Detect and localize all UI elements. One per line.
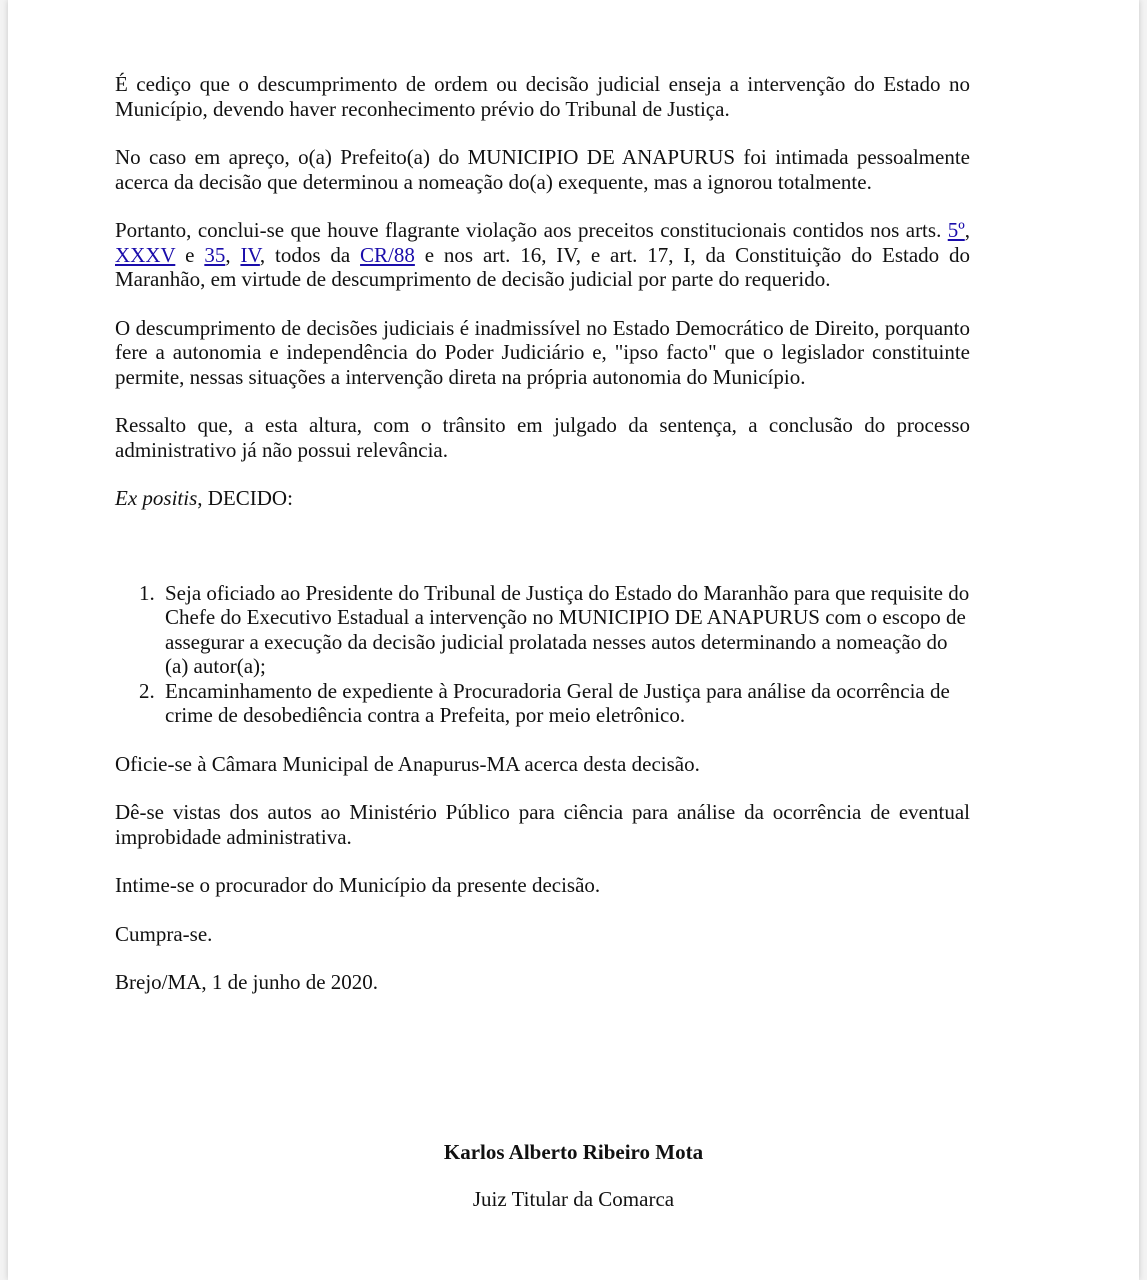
- document-body: [115, 72, 970, 1019]
- link-cr88[interactable]: CR/88: [360, 242, 415, 267]
- document-page: [8, 0, 1139, 1280]
- text-segment: e nos art. 16, IV, e art. 17, I, da Constituição do Estado do Maranhão, em virtude de descumprimento de decisão judicial por parte do requerido.: [115, 242, 971, 291]
- text-segment: e: [175, 242, 205, 267]
- signature-name: Karlos Alberto Ribeiro Mota: [443, 1140, 704, 1164]
- spacer: [115, 535, 970, 581]
- link-iv[interactable]: IV: [240, 242, 260, 267]
- decido-italic: Ex positis: [115, 486, 198, 510]
- paragraph-cumpra: Cumpra-se.: [115, 921, 213, 946]
- link-art-35[interactable]: 35: [204, 242, 226, 267]
- paragraph-inadmissibility: O descumprimento de decisões judiciais é inadmissível no Estado Democrático de Direito, porquanto fere a autonomia e independência do Poder Judiciário e, "ipso facto" que o legislador constituinte permite, nessas situações a intervenção direta na própria autonomia do Município.: [115, 315, 970, 389]
- decision-text: Seja oficiado ao Presidente do Tribunal de Justiça do Estado do Maranhão para que requisite do Chefe do Executivo Estadual a intervenção no MUNICIPIO DE ANAPURUS com o escopo de assegurar a execução da decisão judicial prolatada nesses autos determinando a nomeação do (a) autor(a);: [165, 580, 970, 678]
- paragraph-case-facts: No caso em apreço, o(a) Prefeito(a) do MUNICIPIO DE ANAPURUS foi intimada pessoalmente acerca da decisão que determinou a nomeação do(a) exequente, mas a ignorou totalmente.: [115, 145, 970, 194]
- text-segment: Portanto, conclui-se que houve flagrante violação aos preceitos constitucionais contidos nos arts.: [115, 218, 948, 242]
- paragraph-ministerio-publico: Dê-se vistas dos autos ao Ministério Público para ciência para análise da ocorrência de eventual improbidade administrativa.: [115, 800, 970, 849]
- paragraph-intime: Intime-se o procurador do Município da presente decisão.: [115, 873, 601, 897]
- text-segment: ,: [964, 218, 970, 242]
- decision-number: 1.: [139, 580, 155, 605]
- text-segment: ,: [225, 242, 241, 267]
- paragraph-administrative-process: Ressalto que, a esta altura, com o trânsito em julgado da sentença, a conclusão do processo administrativo já não possui relevância.: [115, 413, 970, 462]
- decision-number: 2.: [139, 678, 155, 703]
- paragraph-constitutional-violation: [115, 218, 970, 292]
- paragraph-intervention-basis: É cediço que o descumprimento de ordem ou decisão judicial enseja a intervenção do Estado no Município, devendo haver reconhecimento prévio do Tribunal de Justiça.: [115, 72, 970, 121]
- text-segment: , todos da: [259, 242, 361, 267]
- decision-item-2: [139, 678, 970, 728]
- signature-title: Juiz Titular da Comarca: [472, 1187, 675, 1211]
- decido-text: , DECIDO:: [197, 486, 293, 510]
- decision-item-1: [139, 580, 970, 679]
- decision-text: Encaminhamento de expediente à Procuradoria Geral de Justiça para análise da ocorrência de crime de desobediência contra a Prefeita, por meio eletrônico.: [165, 678, 950, 727]
- date-line: Brejo/MA, 1 de junho de 2020.: [115, 970, 379, 994]
- decido-heading: [115, 486, 970, 511]
- decision-list: [115, 581, 970, 728]
- link-art-5[interactable]: 5º: [947, 218, 965, 242]
- paragraph-oficie-camara: Oficie-se à Câmara Municipal de Anapurus-MA acerca desta decisão.: [115, 751, 700, 776]
- link-xxxv[interactable]: XXXV: [115, 242, 176, 267]
